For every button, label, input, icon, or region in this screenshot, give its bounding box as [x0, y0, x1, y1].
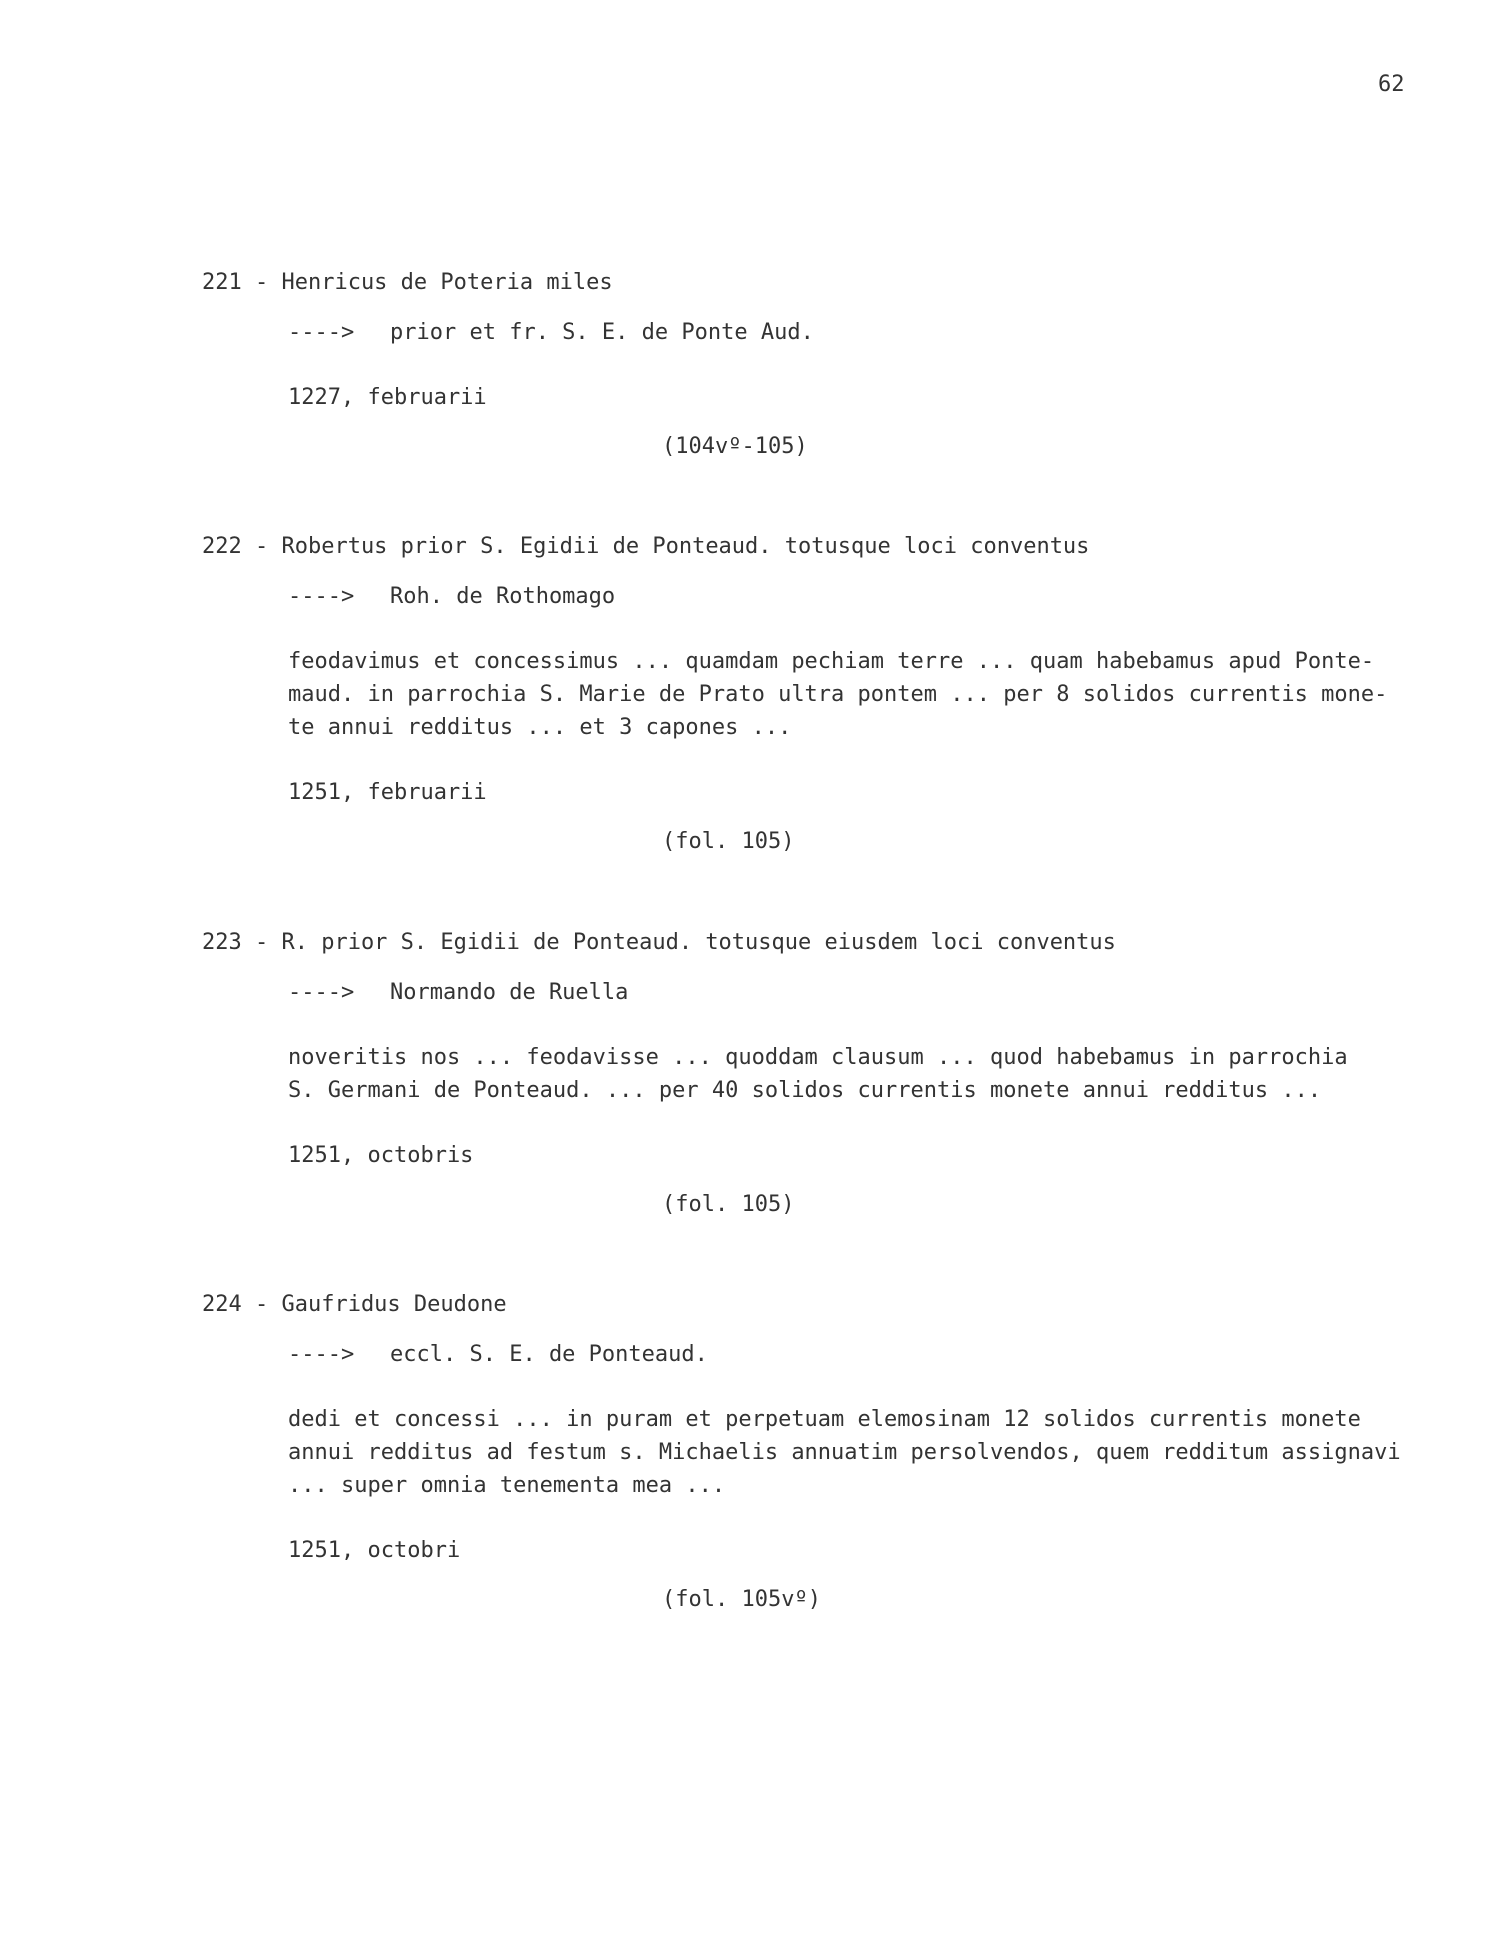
entry-recipient-line [288, 316, 1492, 349]
entry-body [288, 645, 1488, 744]
entry-heading: 222 - Robertus prior S. Egidii de Ponteaud. totusque loci conventus [202, 534, 1090, 559]
entry-date: 1251, octobris [288, 1143, 474, 1168]
entry-recipient-line [288, 976, 1492, 1009]
entry-folio: (104vº-105) [662, 434, 808, 459]
entry-recipient: Normando de Ruella [390, 980, 629, 1005]
arrow-icon: ----> [288, 584, 355, 609]
arrow-icon: ----> [288, 980, 355, 1005]
entry-date: 1251, februarii [288, 780, 487, 805]
entry-body-line: te annui redditus ... et 3 capones ... [288, 715, 792, 740]
page-number: 62 [1378, 72, 1405, 97]
charter-entry [202, 926, 1492, 1221]
entry-body-line: noveritis nos ... feodavisse ... quoddam clausum ... quod habebamus in parrochia [288, 1045, 1348, 1070]
entry-folio: (fol. 105) [662, 829, 795, 854]
entry-recipient: eccl. S. E. de Ponteaud. [390, 1342, 708, 1367]
entry-heading: 223 - R. prior S. Egidii de Ponteaud. totusque eiusdem loci conventus [202, 930, 1116, 955]
entry-body-line: maud. in parrochia S. Marie de Prato ultra pontem ... per 8 solidos currentis mone- [288, 682, 1388, 707]
entry-folio: (fol. 105) [662, 1192, 795, 1217]
charter-entry [202, 530, 1492, 858]
entry-body-line: ... super omnia tenementa mea ... [288, 1473, 726, 1498]
entry-date: 1227, februarii [288, 385, 487, 410]
entry-heading: 221 - Henricus de Poteria miles [202, 270, 613, 295]
entry-recipient-line [288, 580, 1492, 613]
arrow-icon: ----> [288, 1342, 355, 1367]
entry-folio: (fol. 105vº) [662, 1587, 821, 1612]
entry-date: 1251, octobri [288, 1538, 461, 1563]
entry-recipient-line [288, 1338, 1492, 1371]
entry-body [288, 1041, 1488, 1107]
entry-body-line: dedi et concessi ... in puram et perpetuam elemosinam 12 solidos currentis monete [288, 1407, 1361, 1432]
arrow-icon: ----> [288, 320, 355, 345]
entry-body-line: annui redditus ad festum s. Michaelis annuatim persolvendos, quem redditum assignavi [288, 1440, 1401, 1465]
entry-recipient: Roh. de Rothomago [390, 584, 616, 609]
charter-entry [202, 1288, 1492, 1616]
entry-recipient: prior et fr. S. E. de Ponte Aud. [390, 320, 814, 345]
charter-entry [202, 266, 1492, 463]
entry-heading: 224 - Gaufridus Deudone [202, 1292, 507, 1317]
entry-body [288, 1403, 1488, 1502]
entry-body-line: S. Germani de Ponteaud. ... per 40 solidos currentis monete annui redditus ... [288, 1078, 1322, 1103]
entry-body-line: feodavimus et concessimus ... quamdam pechiam terre ... quam habebamus apud Ponte- [288, 649, 1375, 674]
